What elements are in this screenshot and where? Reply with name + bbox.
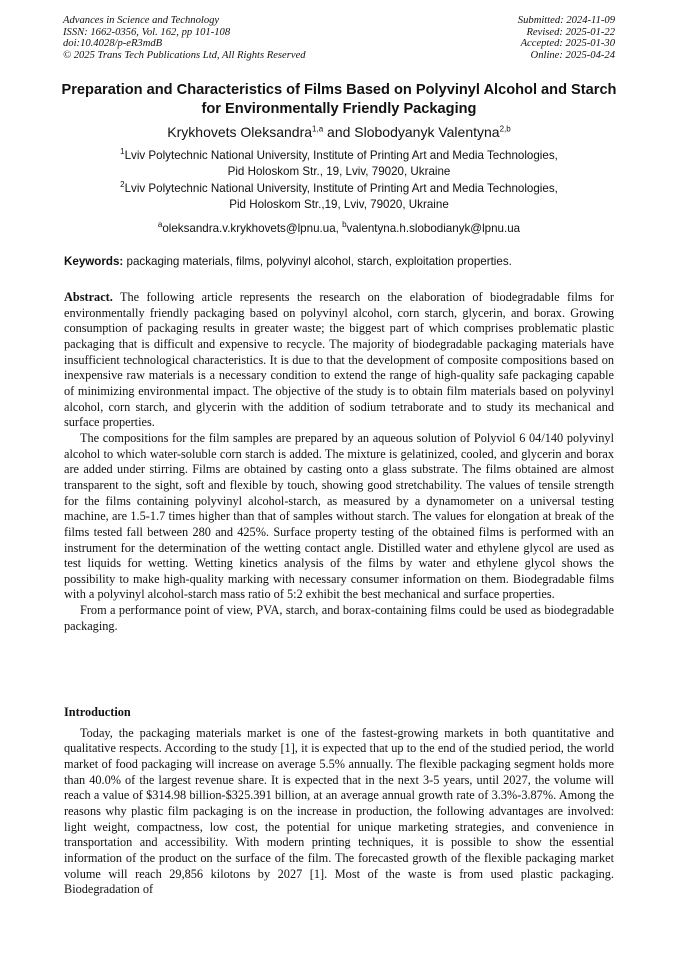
- introduction: [64, 705, 614, 898]
- keywords-text: packaging materials, films, polyvinyl alcohol, starch, exploitation properties.: [123, 255, 512, 268]
- journal-info: [63, 15, 306, 61]
- author-1: Krykhovets Oleksandra: [167, 124, 313, 140]
- revised-date: Revised: 2025-01-22: [526, 26, 615, 38]
- journal-name: Advances in Science and Technology: [63, 15, 220, 26]
- section-heading: Introduction: [64, 705, 131, 719]
- online-date: Online: 2025-04-24: [530, 49, 615, 61]
- author-2: Slobodyanyk Valentyna: [354, 124, 500, 140]
- email-sup: a: [157, 220, 163, 230]
- affiliation-2: [60, 181, 618, 213]
- affiliation-sup: 2: [120, 180, 125, 190]
- paper-title: Preparation and Characteristics of Films Based on Polyvinyl Alcohol and Starch for Environmentally Friendly Packaging: [61, 82, 617, 117]
- affiliation-line: Lviv Polytechnic National University, Institute of Printing Art and Media Technologies,: [124, 182, 558, 195]
- submitted-date: Submitted: 2024-11-09: [517, 15, 615, 26]
- doi: doi:10.4028/p-eR3mdB: [63, 38, 163, 50]
- abstract: [64, 290, 614, 634]
- copyright: © 2025 Trans Tech Publications Ltd, All Rights Reserved: [63, 49, 306, 61]
- publication-dates: [518, 15, 615, 61]
- keywords-label: Keywords:: [64, 255, 124, 268]
- email-a[interactable]: oleksandra.v.krykhovets@lpnu.ua,: [162, 222, 343, 235]
- affiliation-sup: 1: [120, 147, 125, 157]
- accepted-date: Accepted: 2025-01-30: [520, 38, 615, 50]
- keywords: [64, 255, 624, 268]
- authors-and: and: [323, 124, 355, 140]
- abstract-paragraph: The compositions for the film samples are prepared by an aqueous solution of Polyviol 6 04/140 polyvinyl alcohol to which water-soluble corn starch is added. The mixture is gelatinized, cooled, and glycerin and borax are added under stirring. Films are obtained by casting onto a glass substrate. The films obtained are almost transparent to the sight, soft and flexible by touch, showing good stretchability. The values of tensile strength for the films containing polyvinyl alcohol-starch, as measured by a dynamometer on a universal testing machine, are 1.5-1.7 times higher than that of samples without starch. The values for elongation at break of the films tested fall between 280 and 425%. Surface property testing of the obtained films is performed with an instrument for the determination of the wetting contact angle. Distilled water and ethylene glycol are used as test liquids for wetting. Wetting kinetics analysis of the films by water and ethylene glycol shows the possibility to make high-quality marking with necessary consumer information on them. Biodegradable films with a polyvinyl alcohol-starch mass ratio of 5:2 exhibit the best mechanical and surface properties.: [64, 430, 614, 602]
- author-2-sup: 2,b: [499, 124, 511, 134]
- abstract-paragraph: The following article represents the research on the elaboration of biodegradable films for environmentally friendly packaging based on polyvinyl alcohol, corn starch, glycerin, and borax. Growing consumption of packaging results in greater waste; the biggest part of which comprises problematic plastic packaging that is difficult and expensive to recycle. The majority of biodegradable packaging materials have insufficient technological characteristics. It is due to that the development of composite compositions based on inexpensive raw materials is a necessary condition to extend the range of high-quality safe packaging capable of minimizing environmental impact. The objective of the study is to obtain film materials based on polyvinyl alcohol, corn starch, and glycerin with the addition of sodium tetraborate and to study its mechanical and surface properties.: [64, 290, 614, 430]
- affiliation-address: Pid Holoskom Str., 19, Lviv, 79020, Ukraine: [227, 165, 451, 178]
- affiliation-1: [60, 148, 618, 180]
- authors: [60, 124, 618, 140]
- affiliation-line: Lviv Polytechnic National University, Institute of Printing Art and Media Technologies,: [124, 149, 558, 162]
- abstract-paragraph: From a performance point of view, PVA, starch, and borax-containing films could be used as biodegradable packaging.: [64, 603, 614, 633]
- author-emails: [60, 221, 618, 237]
- abstract-label: Abstract.: [64, 290, 113, 304]
- author-1-sup: 1,a: [312, 124, 324, 134]
- email-b[interactable]: valentyna.h.slobodianyk@lpnu.ua: [346, 222, 521, 235]
- affiliation-address: Pid Holoskom Str.,19, Lviv, 79020, Ukraine: [229, 198, 449, 211]
- introduction-paragraph: Today, the packaging materials market is one of the fastest-growing markets in both quantitative and qualitative respects. According to the study [1], it is expected that up to the end of the studied period, the world market of food packaging will increase on average 5.5% annually. The flexible packaging segment holds more than 40.0% of the largest revenue share. It is expected that in the next 3-5 years, until 2027, the volume will reach a value of $314.98 billion-$325.391 billion, at an average annual growth rate of 3.3%-3.87%. Among the reasons why plastic film packaging is on the increase in production, the following advantages are involved: light weight, compactness, low cost, the potential for unique marketing strategies, and convenience in transportation and accessibility. With modern printing techniques, it is possible to show the essential information of the product on the surface of the film. The forecasted growth of the flexible packaging market volume will reach 29,856 kilotons by 2027 [1]. Most of the waste is from used plastic packaging. Biodegradation of: [64, 725, 614, 897]
- email-sup: b: [342, 220, 347, 230]
- issn-volume: ISSN: 1662-0356, Vol. 162, pp 101-108: [63, 26, 231, 38]
